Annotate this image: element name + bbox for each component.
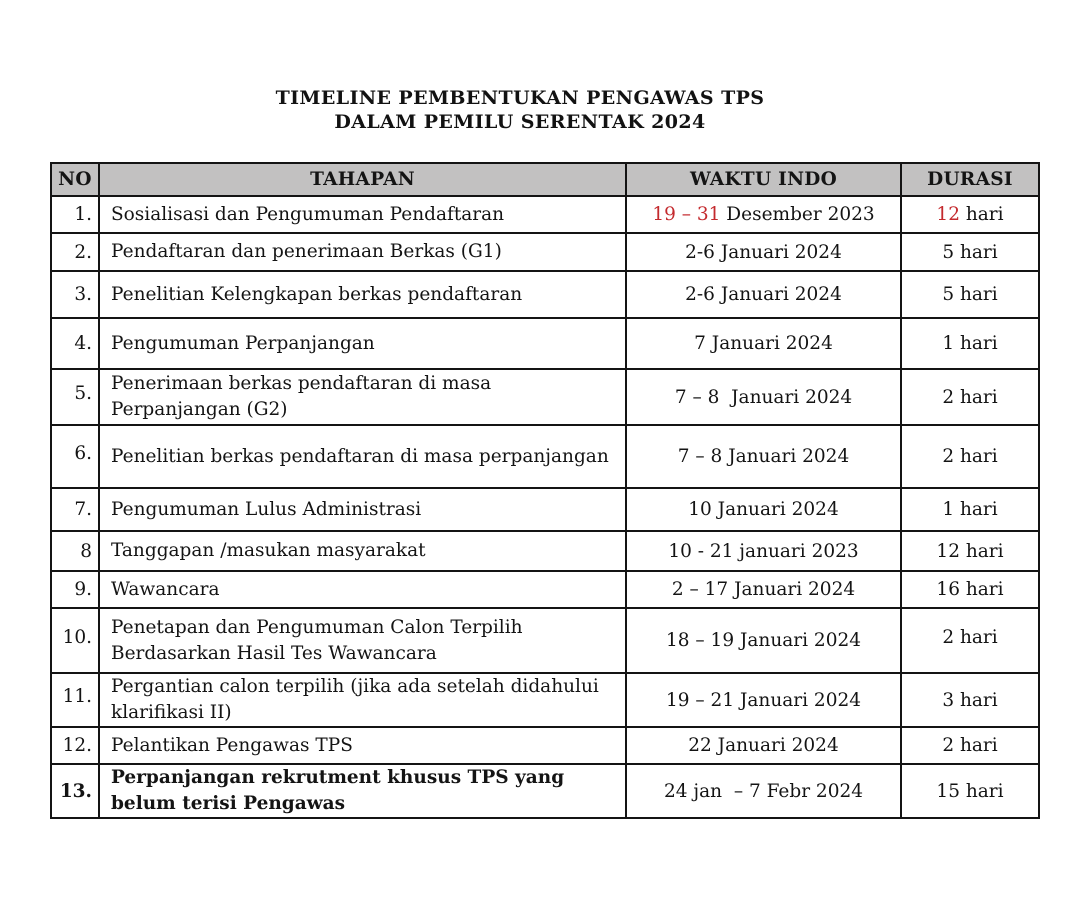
row-waktu: 18 – 19 Januari 2024 xyxy=(626,608,901,673)
row-durasi xyxy=(901,196,1039,233)
row-no: 5. xyxy=(51,369,99,425)
table-row xyxy=(51,531,1039,571)
table-row xyxy=(51,571,1039,608)
row-no: 9. xyxy=(51,571,99,608)
row-no: 2. xyxy=(51,233,99,271)
row-no: 6. xyxy=(51,425,99,488)
row-waktu: 10 - 21 januari 2023 xyxy=(626,531,901,571)
page-title xyxy=(50,86,990,134)
table-row xyxy=(51,196,1039,233)
row-waktu xyxy=(626,196,901,233)
row-durasi: 2 hari xyxy=(901,425,1039,488)
column-header-tahapan: TAHAPAN xyxy=(99,163,626,196)
row-waktu: 7 – 8 Januari 2024 xyxy=(626,369,901,425)
row-durasi: 16 hari xyxy=(901,571,1039,608)
table-row xyxy=(51,727,1039,764)
column-header-durasi: DURASI xyxy=(901,163,1039,196)
row-waktu: 2-6 Januari 2024 xyxy=(626,271,901,318)
row-no: 7. xyxy=(51,488,99,531)
row-waktu: 24 jan – 7 Febr 2024 xyxy=(626,764,901,818)
table-row xyxy=(51,488,1039,531)
row-durasi: 15 hari xyxy=(901,764,1039,818)
table-header-row xyxy=(51,163,1039,196)
row-no: 10. xyxy=(51,608,99,673)
row-tahapan: Perpanjangan rekrutment khusus TPS yang belum terisi Pengawas xyxy=(99,764,626,818)
row-durasi-text: hari xyxy=(959,204,1004,225)
row-tahapan: Penelitian Kelengkapan berkas pendaftaran xyxy=(99,271,626,318)
row-no: 8 xyxy=(51,531,99,571)
row-tahapan: Pergantian calon terpilih (jika ada setelah didahului klarifikasi II) xyxy=(99,673,626,727)
row-no: 4. xyxy=(51,318,99,369)
row-tahapan: Pelantikan Pengawas TPS xyxy=(99,727,626,764)
table-row xyxy=(51,271,1039,318)
column-header-waktu: WAKTU INDO xyxy=(626,163,901,196)
row-tahapan: Tanggapan /masukan masyarakat xyxy=(99,531,626,571)
row-no: 13. xyxy=(51,764,99,818)
table-row xyxy=(51,318,1039,369)
row-tahapan: Penetapan dan Pengumuman Calon Terpilih Berdasarkan Hasil Tes Wawancara xyxy=(99,608,626,673)
row-no: 12. xyxy=(51,727,99,764)
row-tahapan: Penerimaan berkas pendaftaran di masa Perpanjangan (G2) xyxy=(99,369,626,425)
row-durasi: 2 hari xyxy=(901,727,1039,764)
row-tahapan: Wawancara xyxy=(99,571,626,608)
row-durasi-highlight: 12 xyxy=(936,204,960,225)
row-waktu: 7 – 8 Januari 2024 xyxy=(626,425,901,488)
row-durasi: 2 hari xyxy=(901,369,1039,425)
row-waktu-text: Desember 2023 xyxy=(720,204,875,225)
page-title-line2: DALAM PEMILU SERENTAK 2024 xyxy=(334,111,706,133)
row-tahapan: Penelitian berkas pendaftaran di masa perpanjangan xyxy=(99,425,626,488)
row-tahapan: Pengumuman Perpanjangan xyxy=(99,318,626,369)
table-row xyxy=(51,673,1039,727)
table-row xyxy=(51,764,1039,818)
row-waktu: 2-6 Januari 2024 xyxy=(626,233,901,271)
row-waktu: 10 Januari 2024 xyxy=(626,488,901,531)
row-no: 1. xyxy=(51,196,99,233)
page-title-line1: TIMELINE PEMBENTUKAN PENGAWAS TPS xyxy=(275,87,765,109)
row-waktu: 7 Januari 2024 xyxy=(626,318,901,369)
timeline-table xyxy=(50,162,1040,819)
row-durasi: 5 hari xyxy=(901,271,1039,318)
column-header-no: NO xyxy=(51,163,99,196)
row-waktu: 19 – 21 Januari 2024 xyxy=(626,673,901,727)
row-no: 11. xyxy=(51,673,99,727)
row-no: 3. xyxy=(51,271,99,318)
row-tahapan: Pendaftaran dan penerimaan Berkas (G1) xyxy=(99,233,626,271)
table-row xyxy=(51,425,1039,488)
row-tahapan: Pengumuman Lulus Administrasi xyxy=(99,488,626,531)
row-waktu-highlight: 19 – 31 xyxy=(652,204,721,225)
row-durasi: 2 hari xyxy=(901,608,1039,673)
table-row xyxy=(51,233,1039,271)
row-tahapan: Sosialisasi dan Pengumuman Pendaftaran xyxy=(99,196,626,233)
row-durasi: 5 hari xyxy=(901,233,1039,271)
row-durasi: 1 hari xyxy=(901,488,1039,531)
row-durasi: 3 hari xyxy=(901,673,1039,727)
row-durasi: 1 hari xyxy=(901,318,1039,369)
row-waktu: 2 – 17 Januari 2024 xyxy=(626,571,901,608)
row-durasi: 12 hari xyxy=(901,531,1039,571)
table-row xyxy=(51,369,1039,425)
table-row xyxy=(51,608,1039,673)
row-waktu: 22 Januari 2024 xyxy=(626,727,901,764)
